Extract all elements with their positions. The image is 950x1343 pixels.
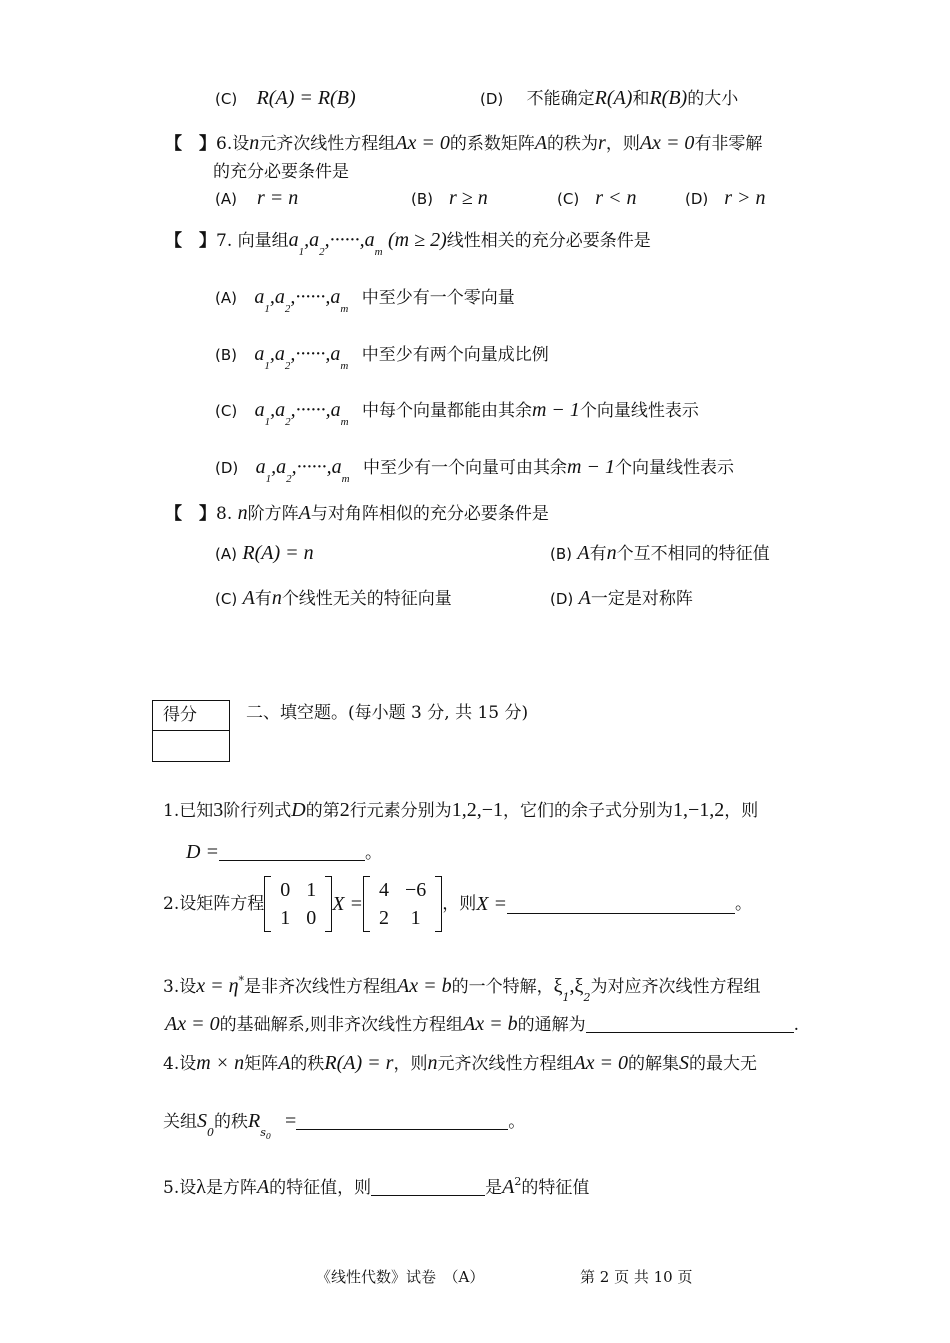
math: Ax = 0 xyxy=(573,1052,629,1074)
option-label: (D) xyxy=(685,190,709,208)
q8-option-a xyxy=(215,543,314,564)
stem-text: 是方阵 xyxy=(205,1178,257,1198)
stem-text: 设 xyxy=(179,1178,197,1198)
punct: 。 xyxy=(508,1112,526,1132)
question-number: 8. xyxy=(216,504,233,524)
stem-text: 为对应齐次线性方程组 xyxy=(590,977,761,997)
math: n xyxy=(237,502,248,524)
q8-option-d xyxy=(550,588,693,609)
q6-stem xyxy=(165,133,762,154)
math: S xyxy=(197,1110,207,1132)
matrix-cell: 0 xyxy=(306,907,317,929)
stem-text: 的第 xyxy=(305,801,340,821)
math: 1 xyxy=(562,991,570,1004)
q8-option-c xyxy=(215,588,452,609)
math: A xyxy=(534,132,548,154)
option-math: r < n xyxy=(595,187,637,209)
answer-blank[interactable] xyxy=(586,1014,794,1033)
stem-text: 的秩 xyxy=(214,1112,248,1132)
stem-text: 的特征值，则 xyxy=(269,1178,372,1198)
stem-text: 已知 xyxy=(179,801,214,821)
math: n xyxy=(427,1052,438,1074)
math: n xyxy=(271,587,282,609)
q7-option-c xyxy=(215,400,699,432)
math xyxy=(260,1126,271,1139)
f3-stem-line2 xyxy=(165,1014,799,1035)
option-label: (D) xyxy=(215,459,239,477)
option-math: R(A) = R(B) xyxy=(256,87,356,109)
option-text: 有 xyxy=(589,544,607,564)
math: A xyxy=(256,1176,270,1198)
option-label: (B) xyxy=(411,190,433,208)
math: (m ≥ 2) xyxy=(388,229,447,251)
option-label: (B) xyxy=(215,346,237,364)
option-text: 个互不相同的特征值 xyxy=(616,544,770,564)
score-box-label: 得分 xyxy=(153,701,229,731)
answer-blank[interactable] xyxy=(219,842,365,861)
option-text: 的大小 xyxy=(687,89,739,109)
q7-option-d xyxy=(215,457,734,489)
stem-text: 的系数矩阵 xyxy=(449,134,535,154)
stem-text: ，它们的余子式分别为 xyxy=(502,801,673,821)
stem-text: 向量组 xyxy=(237,231,289,251)
math: D xyxy=(291,799,306,821)
question-number: 1. xyxy=(163,801,180,821)
option-text: 不能确定 xyxy=(526,89,595,109)
math: 2 xyxy=(339,799,350,821)
section-title: 二、填空题。(每小题 3 分, 共 15 分) xyxy=(246,703,529,723)
stem-text: 的特征值 xyxy=(521,1178,590,1198)
math: m × n xyxy=(196,1052,245,1074)
answer-blank[interactable] xyxy=(296,1111,508,1130)
option-label: (D) xyxy=(480,90,504,108)
f5-stem xyxy=(163,1172,589,1198)
q6-options xyxy=(215,188,775,209)
matrix-left xyxy=(264,876,332,932)
math: A xyxy=(242,587,255,609)
math: λ xyxy=(196,1176,206,1198)
q7-stem xyxy=(165,230,651,262)
stem-text: ，则 xyxy=(605,134,640,154)
math: m − 1 xyxy=(531,399,580,421)
option-text: 个向量线性表示 xyxy=(614,458,734,478)
option-math: R(A) xyxy=(594,87,633,109)
math: R xyxy=(248,1110,261,1132)
stem-text: 的一个特解， xyxy=(451,977,554,997)
stem-text: 设 xyxy=(232,134,250,154)
q6-stem-line2: 的充分必要条件是 xyxy=(213,162,349,182)
matrix-cell: 1 xyxy=(280,907,291,929)
stem-text: 阶方阵 xyxy=(247,504,299,524)
punct: 。 xyxy=(734,894,752,914)
f3-stem xyxy=(163,971,760,1008)
punct: . xyxy=(793,1015,799,1035)
stem-text: 线性相关的充分必要条件是 xyxy=(446,231,651,251)
math: X = xyxy=(332,893,363,915)
option-math: r = n xyxy=(256,187,299,209)
vector-group: $a_1,a_2,\cdot\cdot\cdot\cdot\cdot\cdot,a_m$ xyxy=(254,399,349,428)
stem-text: 设 xyxy=(179,977,197,997)
f1-stem xyxy=(163,800,758,821)
option-label: (A) xyxy=(215,289,237,307)
matrix-cell: 2 xyxy=(378,907,389,929)
option-text: 有 xyxy=(254,589,272,609)
option-text: 和 xyxy=(632,89,650,109)
option-text: 中每个向量都能由其余 xyxy=(361,401,532,421)
option-math: R(A) = n xyxy=(242,542,314,564)
footer-page: 第 2 页 共 10 页 xyxy=(580,1268,693,1286)
stem-text: 元齐次线性方程组 xyxy=(437,1054,574,1074)
question-number: 5. xyxy=(163,1178,180,1198)
stem-text: 元齐次线性方程组 xyxy=(259,134,396,154)
option-text: 中至少有一个向量可由其余 xyxy=(363,458,568,478)
math: n xyxy=(606,542,617,564)
math: R(A) = r xyxy=(324,1052,394,1074)
matrix-right xyxy=(363,876,442,932)
q5-option-d xyxy=(480,88,738,109)
matrix-cell: −6 xyxy=(404,879,427,901)
stem-text: 阶行列式 xyxy=(223,801,292,821)
answer-bracket[interactable]: 【 】 xyxy=(165,134,216,154)
q5-option-c xyxy=(215,88,356,109)
stem-text: 设矩阵方程 xyxy=(179,894,265,914)
math: 1,2,−1 xyxy=(451,799,503,821)
option-math: r > n xyxy=(724,187,766,209)
answer-blank[interactable] xyxy=(507,895,735,914)
math: , xyxy=(569,975,575,997)
q8-stem xyxy=(165,503,549,524)
option-label: (C) xyxy=(215,590,238,608)
math: = xyxy=(284,1110,297,1132)
q6-option-b xyxy=(411,188,557,209)
stem-text: 与对角阵相似的充分必要条件是 xyxy=(310,504,549,524)
option-text: 中至少有两个向量成比例 xyxy=(361,345,549,365)
q8-option-b xyxy=(550,543,770,564)
stem-text: ，则 xyxy=(724,801,759,821)
option-text: 中至少有一个零向量 xyxy=(361,288,515,308)
stem-text: ，则 xyxy=(442,894,477,914)
math: X = xyxy=(476,893,507,915)
math: 3 xyxy=(213,799,224,821)
option-math: r ≥ n xyxy=(449,187,488,209)
math: m − 1 xyxy=(567,456,615,478)
math: 2 xyxy=(583,991,591,1004)
question-number: 7. xyxy=(216,231,233,251)
stem-text: 的秩为 xyxy=(547,134,599,154)
matrix-cell: 1 xyxy=(410,907,421,929)
stem-text: 的秩 xyxy=(290,1054,325,1074)
question-number: 6. xyxy=(216,134,233,154)
stem-text: 设 xyxy=(179,1054,197,1074)
q7-option-a xyxy=(215,287,515,319)
score-box xyxy=(152,700,230,762)
matrix-cell: 1 xyxy=(306,879,317,901)
math: 2 xyxy=(514,1175,522,1188)
stem-text: 行元素分别为 xyxy=(349,801,452,821)
math: Ax = b xyxy=(397,975,452,997)
q6-option-d xyxy=(685,189,766,209)
stem-text: 是非齐次线性方程组 xyxy=(244,977,398,997)
math: 0 xyxy=(207,1126,214,1139)
answer-bracket[interactable]: 【 】 xyxy=(165,231,216,251)
question-number: 2. xyxy=(163,894,180,914)
score-box-field[interactable] xyxy=(153,731,229,761)
stem-text: ，则 xyxy=(393,1054,428,1074)
math: * xyxy=(238,974,245,987)
vector-group: $a_1,a_2,\cdot\cdot\cdot\cdot\cdot\cdot,a_m$ xyxy=(254,286,349,315)
math: ξ xyxy=(553,975,563,997)
f4-stem-line2 xyxy=(163,1111,525,1147)
q6-option-c xyxy=(557,188,685,209)
option-label: (A) xyxy=(215,190,237,208)
option-label: (B) xyxy=(550,545,572,563)
math: 1,−1,2 xyxy=(672,799,725,821)
question-number: 3. xyxy=(163,977,180,997)
math: D = xyxy=(186,841,219,863)
stem-text: 的基础解系,则非齐次线性方程组 xyxy=(219,1015,463,1035)
option-label: (A) xyxy=(215,545,237,563)
vector-group: $a_1,a_2,\cdot\cdot\cdot\cdot\cdot\cdot,a_m$ xyxy=(255,456,350,485)
math: A xyxy=(298,502,311,524)
stem-text: 是 xyxy=(485,1178,503,1198)
stem-text: 矩阵 xyxy=(244,1054,279,1074)
math: A xyxy=(278,1052,291,1074)
punct: 。 xyxy=(364,843,382,863)
option-math: R(B) xyxy=(649,87,688,109)
option-label: (C) xyxy=(215,90,238,108)
stem-text: 关组 xyxy=(163,1112,197,1132)
option-text: 个线性无关的特征向量 xyxy=(281,589,452,609)
footer-title: 《线性代数》试卷 （A） xyxy=(316,1268,485,1286)
vector-group: $a_1,a_2,\cdot\cdot\cdot\cdot\cdot\cdot,a_m$ xyxy=(254,343,349,372)
matrix-cell: 0 xyxy=(280,879,291,901)
option-label: (D) xyxy=(550,590,574,608)
f1-answer-line xyxy=(186,842,382,863)
stem-text: 的通解为 xyxy=(517,1015,586,1035)
math: Ax = 0 xyxy=(639,132,695,154)
math: Ax = b xyxy=(463,1013,518,1035)
option-text: 一定是对称阵 xyxy=(590,589,693,609)
math: s xyxy=(260,1126,266,1139)
stem-text: 有非零解 xyxy=(694,134,763,154)
math: r xyxy=(598,132,606,154)
f4-stem xyxy=(163,1053,757,1074)
math: Ax = 0 xyxy=(395,132,450,154)
option-text: 个向量线性表示 xyxy=(579,401,699,421)
math: S xyxy=(679,1052,690,1074)
option-label: (C) xyxy=(215,402,238,420)
math: A xyxy=(577,542,590,564)
vector-group: $a_1,a_2,\cdot\cdot\cdot\cdot\cdot\cdot,a_m$ xyxy=(288,229,383,258)
matrix-cell: 4 xyxy=(378,879,389,901)
math: A xyxy=(502,1176,515,1198)
q7-option-b xyxy=(215,344,549,376)
math: ξ xyxy=(574,975,584,997)
math: 0 xyxy=(265,1132,271,1141)
answer-blank[interactable] xyxy=(371,1177,485,1196)
math: x = η xyxy=(196,975,239,997)
math: Ax = 0 xyxy=(165,1013,220,1035)
f2-stem xyxy=(163,876,752,932)
question-number: 4. xyxy=(163,1054,180,1074)
q6-option-a xyxy=(215,188,411,209)
option-label: (C) xyxy=(557,190,580,208)
math: A xyxy=(578,587,591,609)
answer-bracket[interactable]: 【 】 xyxy=(165,504,216,524)
stem-text: 的解集 xyxy=(628,1054,680,1074)
stem-text: 的最大无 xyxy=(689,1054,758,1074)
math: n xyxy=(249,132,260,154)
